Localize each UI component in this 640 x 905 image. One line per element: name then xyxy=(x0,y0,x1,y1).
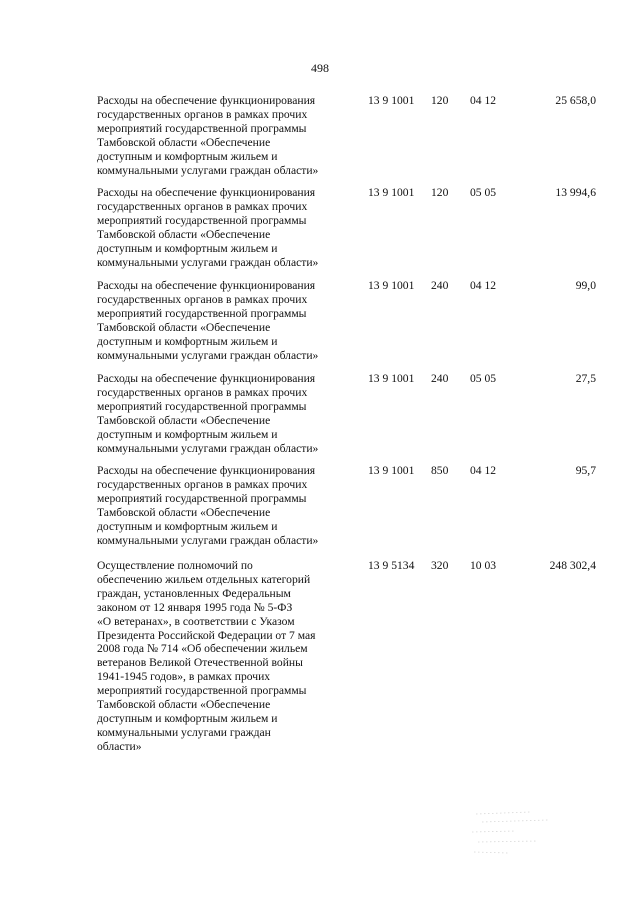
row-amount: 99,0 xyxy=(575,279,596,292)
row-section-code: 04 12 xyxy=(470,464,497,477)
row-expense-type: 240 xyxy=(431,279,449,292)
row-amount: 27,5 xyxy=(575,372,596,385)
page-number: 498 xyxy=(311,61,329,75)
row-description: Расходы на обеспечение функционирования государственных органов в рамках прочих мероприятий государственной программы Тамбовской области «Обеспечение доступным и комфортным жильем и коммунальными услугами граждан области» xyxy=(97,372,319,455)
table-row xyxy=(0,94,640,186)
row-section-code: 04 12 xyxy=(470,94,497,107)
row-target-code: 13 9 1001 xyxy=(368,372,415,385)
table-row xyxy=(0,372,640,464)
row-description: Осуществление полномочий по обеспечению жильем отдельных категорий граждан, установленных Федеральным законом от 12 января 1995 года № 5-ФЗ «О ветеранах», в соответствии с Указом Президента Российской Федерации от 7 мая 2008 года № 714 «Об обеспечении жильем ветеранов Великой Отечественной войны 1941-1945 годов», в рамках прочих мероприятий государственной программы Тамбовской области «Обеспечение доступным и комфортным жильем и коммунальными услугами граждан области» xyxy=(97,559,316,753)
row-expense-type: 240 xyxy=(431,372,449,385)
row-description: Расходы на обеспечение функционирования государственных органов в рамках прочих мероприятий государственной программы Тамбовской области «Обеспечение доступным и комфортным жильем и коммунальными услугами граждан области» xyxy=(97,464,319,547)
budget-table xyxy=(0,94,640,759)
table-row xyxy=(0,186,640,279)
row-target-code: 13 9 1001 xyxy=(368,186,415,199)
row-expense-type: 320 xyxy=(431,559,449,572)
row-description: Расходы на обеспечение функционирования государственных органов в рамках прочих мероприятий государственной программы Тамбовской области «Обеспечение доступным и комфортным жильем и коммунальными услугами граждан области» xyxy=(97,186,319,269)
row-expense-type: 120 xyxy=(431,94,449,107)
table-row xyxy=(0,464,640,559)
row-target-code: 13 9 1001 xyxy=(368,279,415,292)
row-description: Расходы на обеспечение функционирования государственных органов в рамках прочих мероприятий государственной программы Тамбовской области «Обеспечение доступным и комфортным жильем и коммунальными услугами граждан области» xyxy=(97,279,319,362)
row-section-code: 05 05 xyxy=(470,372,497,385)
row-section-code: 05 05 xyxy=(470,186,497,199)
row-target-code: 13 9 1001 xyxy=(368,464,415,477)
row-amount: 95,7 xyxy=(575,464,596,477)
row-amount: 248 302,4 xyxy=(549,559,596,572)
row-description: Расходы на обеспечение функционирования государственных органов в рамках прочих мероприятий государственной программы Тамбовской области «Обеспечение доступным и комфортным жильем и коммунальными услугами граждан области» xyxy=(97,94,319,177)
row-target-code: 13 9 1001 xyxy=(368,94,415,107)
row-expense-type: 850 xyxy=(431,464,449,477)
row-target-code: 13 9 5134 xyxy=(368,559,415,572)
row-expense-type: 120 xyxy=(431,186,449,199)
row-amount: 25 658,0 xyxy=(555,94,596,107)
table-row xyxy=(0,279,640,372)
table-row xyxy=(0,559,640,759)
faint-stamp-mark xyxy=(468,808,554,860)
row-amount: 13 994,6 xyxy=(555,186,596,199)
row-section-code: 10 03 xyxy=(470,559,497,572)
row-section-code: 04 12 xyxy=(470,279,497,292)
